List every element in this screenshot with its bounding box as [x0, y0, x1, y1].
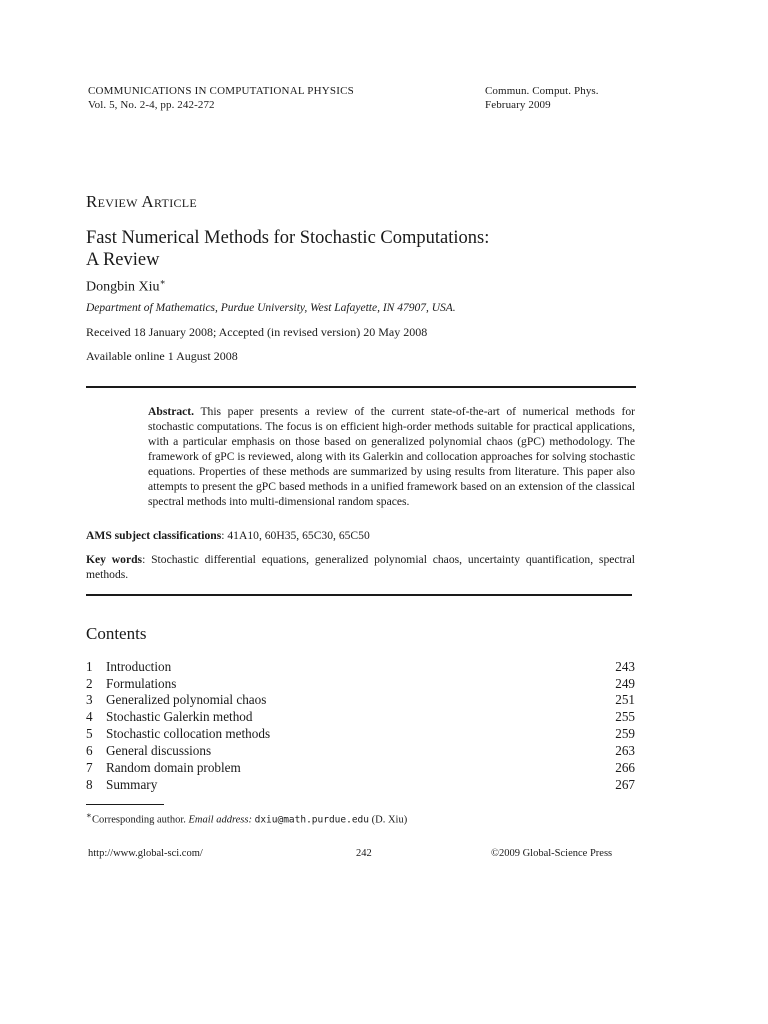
journal-abbrev: Commun. Comput. Phys.: [485, 85, 599, 97]
toc-page: 249: [615, 676, 635, 691]
toc-item[interactable]: [86, 691, 635, 708]
toc-item[interactable]: [86, 742, 635, 759]
ams-classifications: [86, 528, 635, 543]
title-line-2: A Review: [86, 250, 160, 270]
toc-title: Generalized polynomial chaos: [106, 692, 267, 707]
toc-page: 267: [615, 777, 635, 792]
abstract: [148, 404, 635, 509]
affiliation: Department of Mathematics, Purdue University, West Lafayette, IN 47907, USA.: [86, 302, 456, 314]
toc-page: 243: [615, 659, 635, 674]
email-link[interactable]: dxiu@math.purdue.edu: [254, 814, 369, 826]
abstract-text: This paper presents a review of the current state-of-the-art of numerical methods for stochastic computations. The focus is on efficient high-order methods suitable for practical applications, with a particular emphasis on those based on generalized polynomial chaos (gPC) methodology. The framework of gPC is reviewed, along with its Galerkin and collocation approaches for solving stochastic equations. Properties of these methods are summarized by using results from literature. This paper also attempts to present the gPC based methods in a unified framework based on an extension of the classical spectral methods into multi-dimensional random spaces.: [148, 405, 635, 508]
toc-page: 255: [615, 709, 635, 724]
toc-title: Random domain problem: [106, 760, 241, 775]
received-dates: Received 18 January 2008; Accepted (in revised version) 20 May 2008: [86, 325, 428, 339]
toc-item[interactable]: [86, 759, 635, 776]
ams-text: : 41A10, 60H35, 65C30, 65C50: [221, 529, 370, 542]
toc-number: 2: [86, 676, 93, 691]
bottom-rule: [86, 594, 632, 596]
toc-title: Stochastic Galerkin method: [106, 709, 253, 724]
toc-title: Stochastic collocation methods: [106, 726, 271, 741]
abstract-label: Abstract.: [148, 405, 195, 418]
footnote-text: Corresponding author.: [91, 814, 186, 826]
issue-date: February 2009: [485, 99, 551, 111]
toc-page: 266: [615, 760, 635, 775]
toc-title: General discussions: [106, 743, 212, 758]
toc-number: 8: [86, 777, 93, 792]
toc-title: Formulations: [106, 676, 177, 691]
toc-item[interactable]: [86, 725, 635, 742]
contents-heading: Contents: [86, 624, 147, 643]
volume-line: Vol. 5, No. 2-4, pp. 242-272: [88, 99, 215, 111]
toc-item[interactable]: [86, 675, 635, 692]
toc-number: 6: [86, 743, 93, 758]
author: [86, 277, 166, 296]
toc-page: 251: [615, 692, 635, 707]
article-type-label: Review Article: [86, 192, 198, 211]
toc-item[interactable]: [86, 776, 635, 793]
email-label: Email address:: [188, 814, 252, 826]
toc-page: 263: [615, 743, 635, 758]
available-online: Available online 1 August 2008: [86, 349, 238, 363]
toc-number: 5: [86, 726, 93, 741]
article-title: [86, 227, 489, 271]
toc-item[interactable]: [86, 708, 635, 725]
ams-label: AMS subject classifications: [86, 529, 222, 542]
toc-page: 259: [615, 726, 635, 741]
toc-number: 1: [86, 659, 93, 674]
author-name: Dongbin Xiu: [86, 279, 160, 295]
toc-title: Introduction: [106, 659, 172, 674]
journal-name: COMMUNICATIONS IN COMPUTATIONAL PHYSICS: [88, 85, 354, 97]
toc-number: 4: [86, 709, 93, 724]
toc-item[interactable]: [86, 658, 635, 675]
toc-number: 3: [86, 692, 93, 707]
footnote-mark: ∗: [86, 810, 92, 820]
author-footnote-mark: ∗: [159, 277, 166, 287]
toc-title: Summary: [106, 777, 158, 792]
keywords-label: Key words: [86, 553, 143, 566]
footer-url[interactable]: http://www.global-sci.com/: [88, 848, 203, 859]
page-number: 242: [356, 848, 372, 859]
title-line-1: Fast Numerical Methods for Stochastic Computations:: [86, 228, 490, 248]
keywords: [86, 552, 635, 582]
toc-number: 7: [86, 760, 93, 775]
footnote: [86, 810, 407, 826]
copyright: ©2009 Global-Science Press: [491, 848, 613, 859]
footnote-rule: [86, 804, 164, 805]
top-rule: [86, 386, 636, 388]
keywords-text: : Stochastic differential equations, generalized polynomial chaos, uncertainty quantification, spectral methods.: [86, 553, 635, 581]
footnote-suffix: (D. Xiu): [371, 814, 408, 826]
